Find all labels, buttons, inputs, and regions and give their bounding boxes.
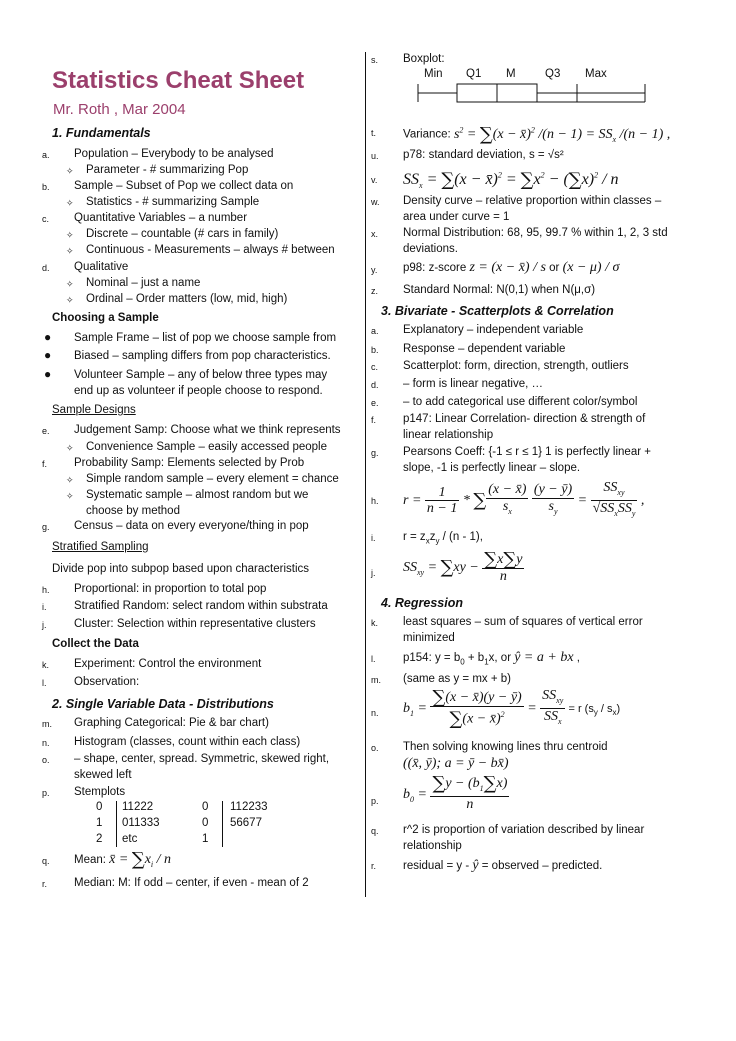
choosing-heading: Choosing a Sample: [52, 312, 159, 324]
item-t: t. Variance: $s^2 = \sum(x$ − x̄)$^2$ $/(n - 1) = SS_x$ /(n − 1) ,: [371, 123, 671, 145]
subitem: ✧ Ordinal – Order matters (low, mid, high): [86, 292, 287, 308]
section-fundamentals-heading: 1. Fundamentals: [52, 126, 151, 140]
diamond-bullet-icon: ✧: [66, 491, 74, 501]
regression-line-formula: p154: $y = b_0 + b_1x$, or ŷ = a + bx ,: [403, 650, 580, 667]
collect-heading: Collect the Data: [52, 638, 139, 650]
diamond-bullet-icon: ✧: [66, 246, 74, 256]
intercept-formula: $b_0$ = $\frac{\sum y - (b_1\sum x)}{n}$: [403, 773, 508, 813]
item-i: i. $r = z_xz_y / (n - 1)$,: [371, 531, 483, 546]
item-l: l. Observation:: [42, 676, 140, 688]
item-s: s. Boxplot:: [371, 53, 445, 65]
boxplot-diagram: [417, 82, 647, 104]
subitem: ✧ Nominal – just a name: [86, 276, 200, 292]
zscore-formula: z = (x − x̄) / s: [469, 260, 546, 275]
diamond-bullet-icon: ✧: [66, 279, 74, 289]
subitem: ✧ Systematic sample – almost random but we choose by method: [66, 489, 309, 517]
item-p: p. $b_0$ = $\frac{\sum y - (b_1\sum x)}{n}$: [371, 773, 508, 813]
subitem: ✧ Simple random sample – every element = chance: [86, 472, 339, 488]
ssxy-formula: $SS_{xy} = \sum xy$ − $\frac{\sum x\sum y}{n}$: [403, 549, 523, 584]
diamond-bullet-icon: ✧: [66, 230, 74, 240]
item-o: o. – shape, center, spread. Symmetric, skewed right, skewed left: [42, 753, 330, 781]
stratified-intro: Divide pop into subpop based upon characteristics: [52, 563, 309, 575]
bullet-icon: ●: [44, 348, 52, 362]
item-l: l. p154: $y = b_0 + b_1x$, or ŷ = a + bx ,: [371, 650, 580, 667]
residual-formula: residual = y - ŷ = observed – predicted.: [403, 858, 603, 873]
bullet-item: ● Volunteer Sample – any of below three types may end up as volunteer if people choose to respond.: [44, 367, 328, 397]
diamond-bullet-icon: ✧: [66, 198, 74, 208]
item-z: z. Standard Normal: N(0,1) when N(μ,σ): [371, 284, 596, 296]
item-n: n. Histogram (classes, count within each class): [42, 736, 301, 748]
page-title: Statistics Cheat Sheet: [52, 67, 305, 94]
r-zscore-formula: $r = z_xz_y / (n - 1)$,: [403, 531, 483, 546]
stemplot: 0 11222 0 112233 1 011333 0 56677 2 etc 1: [96, 801, 268, 845]
item-q: q. Mean: x̄ = $\sum x_i$ / n: [42, 849, 172, 871]
item-m: m. (same as y = mx + b): [371, 673, 512, 685]
item-c: c. Quantitative Variables – a number: [42, 212, 248, 224]
ssx-formula: $SS_x = \sum(x$ − x̄)$^2$ = $\sum x^2 - (\sum x)^2 / n$: [403, 169, 619, 191]
item-b: b. Sample – Subset of Pop we collect data on: [42, 180, 294, 192]
item-w: w. Density curve – relative proportion within classes – area under curve = 1: [371, 195, 662, 223]
item-j: j. $SS_{xy} = \sum xy$ − $\frac{\sum x\sum y}{n}$: [371, 549, 523, 584]
item-e: e. Judgement Samp: Choose what we think represents: [42, 424, 341, 436]
sample-designs-heading: Sample Designs: [52, 404, 136, 416]
author-date: Mr. Roth , Mar 2004: [53, 101, 186, 118]
item-m: m. Graphing Categorical: Pie & bar chart): [42, 717, 269, 729]
diamond-bullet-icon: ✧: [66, 166, 74, 176]
subitem: ✧ Convenience Sample – easily accessed people: [86, 440, 327, 456]
item-i: i. Stratified Random: select random within substrata: [42, 600, 328, 612]
slope-formula: $b_1$ = $\frac{\sum(x - x̄)(y - ȳ)}{\sum(x - x̄)^2}$ = $\frac{SS_{xy}}{SS_x}$: [403, 687, 564, 730]
marker: a.: [42, 150, 50, 160]
correlation-formula: r = $\frac{1}{n - 1}$ * ∑ $\frac{(x - x̄)}{s_x}$ $\frac{(y - ȳ)}{s_y}$ = $\frac{SS_{xy}}{√SS_xSS_y}$ ,: [403, 480, 645, 519]
subitem: ✧ Statistics - # summarizing Sample: [86, 195, 259, 211]
item-r: r. Median: M: If odd – center, if even - mean of 2: [42, 877, 309, 889]
item-p: p. Stemplots: [42, 786, 126, 798]
diamond-bullet-icon: ✧: [66, 443, 74, 453]
item-k: k. least squares – sum of squares of vertical error minimized: [371, 616, 643, 644]
bullet-icon: ●: [44, 367, 52, 381]
centroid-formula: ((x̄, ȳ); a = ȳ − bx̄): [403, 755, 509, 771]
item-v: v. $SS_x = \sum(x$ − x̄)$^2$ = $\sum x^2 - (\sum x)^2 / n$: [371, 169, 619, 191]
item-d: d. Qualitative: [42, 261, 129, 273]
item-e: e. – to add categorical use different color/symbol: [371, 396, 638, 408]
diamond-bullet-icon: ✧: [66, 475, 74, 485]
item-j: j. Cluster: Selection within representative clusters: [42, 618, 316, 630]
item-b: b. Response – dependent variable: [371, 343, 566, 355]
item-h: h. Proportional: in proportion to total pop: [42, 583, 267, 595]
bullet-item: ● Sample Frame – list of pop we choose sample from: [44, 330, 337, 344]
item-f: f. Probability Samp: Elements selected by Prob: [42, 457, 305, 469]
item-n: n. $b_1$ = $\frac{\sum(x - x̄)(y - ȳ)}{\sum(x - x̄)^2}$ = $\frac{SS_{xy}}{SS_x}$ = r $(s_y / s_x)$: [371, 687, 621, 730]
section-regression-heading: 4. Regression: [381, 596, 463, 610]
item-x: x. Normal Distribution: 68, 95, 99.7 % within 1, 2, 3 std deviations.: [371, 227, 668, 255]
item-d: d. – form is linear negative, …: [371, 378, 543, 390]
item-a: a. Population – Everybody to be analysed: [74, 147, 273, 163]
item-h: h. r = $\frac{1}{n - 1}$ * ∑ $\frac{(x - x̄)}{s_x}$ $\frac{(y - ȳ)}{s_y}$ = $\frac{SS_{xy}}{√SS_xSS_y}$ ,: [371, 480, 645, 519]
variance-formula: $s^2 = \sum(x$ − x̄)$^2$ $/(n - 1) = SS_x$ /(n − 1) ,: [453, 123, 671, 145]
item-u: u. p78: standard deviation, s = √s²: [371, 149, 564, 161]
bullet-icon: ●: [44, 330, 52, 344]
bullet-item: ● Biased – sampling differs from pop characteristics.: [44, 348, 331, 362]
subitem: ✧ Continuous - Measurements – always # between: [86, 243, 335, 259]
stratified-heading: Stratified Sampling: [52, 541, 149, 553]
item-y: y. p98: z-score z = (x − x̄) / s or (x − μ) / σ: [371, 260, 620, 275]
item-r: r. residual = y - ŷ = observed – predicted.: [371, 858, 603, 873]
item-a: a. Explanatory – independent variable: [371, 324, 584, 336]
item-c: c. Scatterplot: form, direction, strength, outliers: [371, 360, 629, 372]
column-divider: [365, 52, 366, 897]
item-o: o. Then solving knowing lines thru centroid ((x̄, ȳ); a = ȳ − bx̄): [371, 741, 608, 771]
subitem: ✧ Parameter - # summarizing Pop: [86, 163, 248, 179]
item-g: g. Pearsons Coeff: {-1 ≤ r ≤ 1} 1 is perfectly linear + slope, -1 is perfectly linear – slope.: [371, 446, 651, 474]
diamond-bullet-icon: ✧: [66, 295, 74, 305]
item-k: k. Experiment: Control the environment: [42, 658, 262, 670]
zscore-pop-formula: (x − μ) / σ: [562, 260, 620, 275]
item-g: g. Census – data on every everyone/thing in pop: [42, 520, 309, 532]
mean-formula: x̄ = $\sum x_i$ / n: [109, 849, 172, 871]
section-distributions-heading: 2. Single Variable Data - Distributions: [52, 697, 274, 711]
section-bivariate-heading: 3. Bivariate - Scatterplots & Correlation: [381, 304, 614, 318]
item-f: f. p147: Linear Correlation- direction & strength of linear relationship: [371, 413, 646, 441]
subitem: ✧ Discrete – countable (# cars in family): [86, 227, 278, 243]
item-q: q. r^2 is proportion of variation described by linear relationship: [371, 824, 645, 852]
